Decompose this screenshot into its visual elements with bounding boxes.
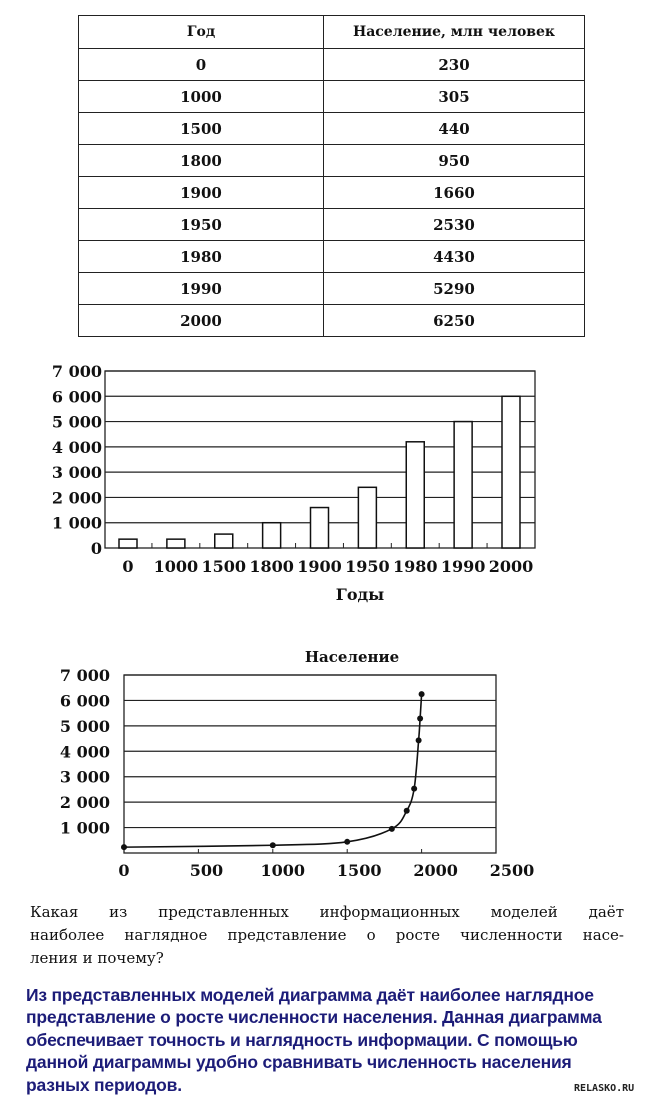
- cell-year: 1990: [79, 273, 324, 305]
- cell-year: 1000: [79, 81, 324, 113]
- data-point: [404, 808, 410, 814]
- y-tick-label: 7 000: [51, 362, 102, 381]
- cell-population: 2530: [324, 209, 585, 241]
- x-tick-label: 0: [122, 557, 134, 576]
- cell-population: 230: [324, 49, 585, 81]
- y-tick-label: 1 000: [59, 818, 110, 838]
- cell-year: 2000: [79, 305, 324, 337]
- y-tick-label: 5 000: [51, 412, 102, 432]
- answer-text: [26, 984, 602, 1096]
- answer-line: обеспечивает точность и наглядность информации. С помощью: [26, 1029, 578, 1050]
- y-tick-label: 0: [90, 539, 102, 558]
- x-tick-label: 2000: [413, 861, 458, 880]
- question-line: ления и почему?: [30, 949, 164, 967]
- cell-population: 440: [324, 113, 585, 145]
- cell-year: 1900: [79, 177, 324, 209]
- answer-line: представление о росте численности населения. Данная диаграмма: [26, 1007, 602, 1028]
- plot-frame: [124, 675, 496, 853]
- x-tick-label: 1000: [153, 557, 199, 576]
- y-tick-label: 1 000: [51, 513, 102, 533]
- cell-population: 950: [324, 145, 585, 177]
- x-tick-label: 1800: [249, 557, 294, 576]
- x-tick-label: 0: [118, 861, 130, 880]
- cell-year: 1800: [79, 145, 324, 177]
- x-tick-label: 1500: [336, 861, 382, 880]
- y-tick-label: 6 000: [51, 387, 102, 407]
- x-tick-label: 1950: [345, 557, 390, 576]
- y-tick-label: 6 000: [59, 691, 110, 711]
- data-point: [416, 737, 422, 743]
- cell-population: 1660: [324, 177, 585, 209]
- header-year: Год: [79, 16, 324, 49]
- data-point: [121, 844, 127, 850]
- cell-year: 1500: [79, 113, 324, 145]
- question-line: Какая из представленных информационных моделей даёт: [30, 903, 624, 921]
- x-axis-label: Годы: [335, 585, 385, 604]
- series-line: [124, 694, 422, 847]
- answer-line: разных периодов.: [26, 1074, 182, 1095]
- cell-population: 5290: [324, 273, 585, 305]
- y-tick-label: 5 000: [59, 716, 110, 736]
- cell-year: 1980: [79, 241, 324, 273]
- data-point: [411, 786, 417, 792]
- cell-year: 0: [79, 49, 324, 81]
- watermark: RELASKO.RU: [574, 1083, 635, 1094]
- x-tick-label: 2500: [489, 861, 535, 880]
- data-point: [419, 691, 425, 697]
- x-tick-label: 1980: [392, 557, 438, 576]
- answer-line: Из представленных моделей диаграмма даёт наиболее наглядное: [26, 985, 594, 1005]
- x-tick-label: 2000: [488, 557, 534, 576]
- y-tick-label: 2 000: [51, 488, 102, 508]
- y-tick-label: 7 000: [59, 666, 110, 685]
- data-point: [270, 842, 276, 848]
- x-tick-label: 1900: [297, 557, 342, 576]
- cell-population: 6250: [324, 305, 585, 337]
- x-tick-label: 1500: [201, 557, 247, 576]
- chart-title: Население: [304, 648, 400, 666]
- header-population: Население, млн человек: [324, 16, 585, 49]
- cell-population: 305: [324, 81, 585, 113]
- cell-population: 4430: [324, 241, 585, 273]
- y-tick-label: 3 000: [51, 463, 102, 483]
- data-point: [344, 839, 350, 845]
- x-tick-label: 1000: [260, 861, 306, 880]
- data-point: [389, 826, 395, 832]
- y-tick-label: 2 000: [59, 793, 110, 813]
- answer-line: данной диаграммы удобно сравнивать численность населения: [26, 1052, 572, 1073]
- question-text: [30, 901, 624, 970]
- x-tick-label: 500: [189, 861, 224, 880]
- cell-year: 1950: [79, 209, 324, 241]
- y-tick-label: 3 000: [59, 767, 110, 787]
- y-tick-label: 4 000: [51, 437, 102, 457]
- question-line: наиболее наглядное представление о росте численности насе-: [30, 926, 624, 944]
- y-tick-label: 4 000: [59, 742, 110, 762]
- data-point: [417, 715, 423, 721]
- x-tick-label: 1990: [440, 557, 486, 576]
